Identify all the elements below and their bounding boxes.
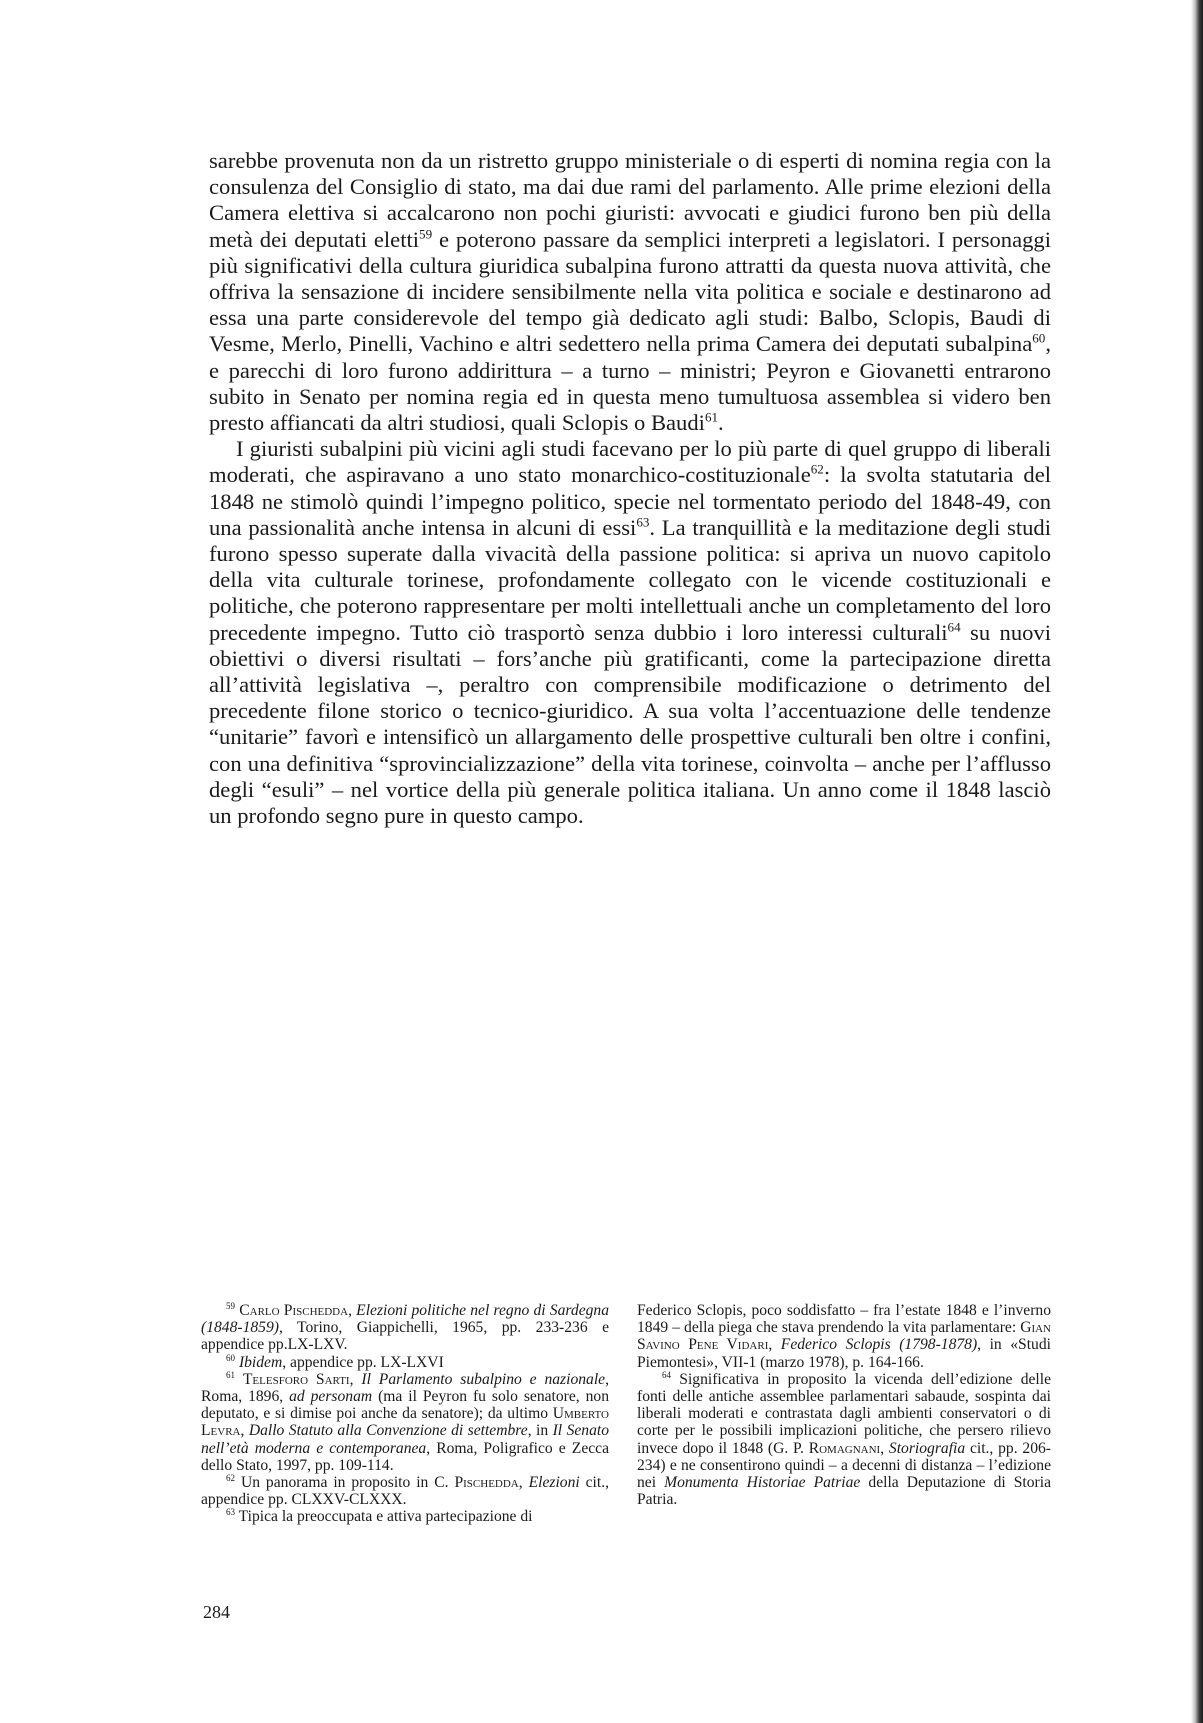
footnotes-left-column (201, 1302, 609, 1526)
text-run: (ma il Peyron fu solo senatore, non deputato, e si dimise poi anche da senatore); da ultimo (201, 1388, 610, 1423)
text-run: , in «Studi Piemontesi», VII-1 (marzo 1978), p. 164-166. (637, 1336, 1051, 1371)
text-run: su nuovi obiettivi o diversi risultati – fors’anche più gratificanti, come la partecipazione diretta all’attività legislativa –, peraltro con comprensibile modificazione o detrimento del precedente filone storico o tecnico-giuridico. A sua volta l’accentuazione delle tendenze “unitarie” favorì e intensificò un allargamento delle prospettive culturali ben oltre i confini, con una definitiva “sprovincializzazione” della vita torinese, coinvolta – anche per l’afflusso degli “esuli” – nel vortice della più generale politica italiana. Un anno come il 1848 lasciò un profondo segno pure in questo campo. (209, 619, 1051, 829)
text-run: Significativa in proposito la vicenda dell’edizione delle fonti delle antiche assemblee parlamentari sabaude, sospinta dai liberali moderati e contrastata dagli ambienti conservatori o di corte per le possibili implicazioni politiche, che persero rilievo invece dopo il 1848 (G. P. (637, 1370, 1051, 1457)
footnote-60 (201, 1354, 609, 1371)
footnote-59 (201, 1302, 609, 1354)
footnote-63-continued (637, 1302, 1051, 1371)
text-run (235, 1371, 243, 1388)
text-run: . La tranquillità e la meditazione degli studi furono spesso superate dalla vivacità della passione politica: si apriva un nuovo capitolo della vita culturale torinese, profondamente collegato con le vicende costituzionali e politiche, che poterono rappresentare per molti intellettuali anche un completamento del loro precedente impegno. Tutto ciò trasportò senza dubbio i loro interessi culturali (209, 514, 1052, 645)
text-run: , (518, 1474, 529, 1492)
text-run: e poterono passare da semplici interpreti a legislatori. I personaggi più significativi della cultura giuridica subalpina furono attratti da questa nuova attività, che offriva la sensazione di incidere sensibilmente nella vita politica e sociale e destinarono ad essa una parte considerevole del tempo già dedicato agli studi: Balbo, Sclopis, Baudi di Vesme, Merlo, Pinelli, Vachino e altri sedettero nella prima Camera dei deputati subalpina (209, 226, 1051, 357)
footnote-ref: 64 (947, 619, 961, 635)
text-run: , (240, 1422, 249, 1440)
text-run: Federico Sclopis, poco soddisfatto – fra l’estate 1848 e l’inverno 1849 – della piega che stava prendendo la vita parlamentare: (637, 1302, 1051, 1337)
footnote-ref: 64 (662, 1369, 672, 1380)
author-name: Telesforo Sarti (242, 1370, 350, 1388)
footnote-ref: 63 (636, 514, 650, 530)
text-run: , (348, 1302, 357, 1319)
italic-text: Dallo Statuto alla Convenzione di settembre (248, 1422, 528, 1440)
page-number: 284 (203, 1602, 230, 1622)
footnote-ref: 62 (810, 461, 824, 477)
footnotes-right-column (637, 1302, 1051, 1508)
italic-text: Monumenta Historiae Patriae (664, 1474, 861, 1492)
text-run: cit., appendice pp. CLXXV-CLXXX. (201, 1474, 610, 1509)
footnote-ref: 59 (419, 226, 433, 242)
footnote-ref: 59 (226, 1300, 236, 1311)
italic-text: ad personam (289, 1388, 373, 1406)
italic-text: Federico Sclopis (1798-1878) (780, 1336, 978, 1354)
text-run: I giuristi subalpini più vicini agli studi facevano per lo più parte di quel gruppo di liberali moderati, che aspiravano a uno stato monarchico-costituzionale (209, 436, 1051, 488)
author-name: Gian Savino Pene Vidari (637, 1319, 1051, 1354)
italic-text: Storiografia (888, 1439, 966, 1457)
author-name: Umberto Levra (201, 1405, 609, 1440)
italic-text: Il Senato nell’età moderna e contemporanea (201, 1422, 610, 1457)
text-run: . (718, 410, 724, 436)
footnote-ref: 63 (226, 1507, 236, 1518)
text-run: : la svolta statutaria del 1848 ne stimolò quindi l’impegno politico, specie nel tormentato periodo del 1848-49, con una passionalità anche intensa in alcuni di essi (209, 462, 1051, 540)
text-run: , (349, 1370, 362, 1388)
text-run: , appendice pp. LX-LXVI (282, 1353, 444, 1371)
text-run: Tipica la preoccupata e attiva partecipazione di (235, 1508, 533, 1526)
italic-text: Elezioni politiche nel regno di Sardegna (1848-1859) (201, 1302, 610, 1337)
text-run: , Roma, 1896, (201, 1370, 610, 1406)
italic-text: Il Parlamento subalpino e nazionale (361, 1370, 606, 1388)
text-run: , (768, 1336, 781, 1354)
author-name: Romagnani (808, 1439, 881, 1457)
footnote-ref: 60 (1032, 330, 1046, 346)
italic-text: Elezioni (528, 1474, 580, 1492)
author-name: Carlo Pischedda (239, 1302, 349, 1319)
paragraph (209, 436, 1051, 829)
footnote-62 (201, 1474, 609, 1508)
footnote-ref: 61 (226, 1369, 236, 1380)
text-run: , in (527, 1422, 553, 1440)
footnote-ref: 61 (704, 409, 719, 425)
text-run: , Torino, Giappichelli, 1965, pp. 233-236 e appendice pp.LX-LXV. (201, 1319, 609, 1354)
footnote-ref: 62 (226, 1472, 236, 1483)
text-run: , Roma, Poligrafico e Zecca dello Stato, 1997, pp. 109-114. (201, 1439, 610, 1474)
text-run: sarebbe provenuta non da un ristretto gruppo ministeriale o di esperti di nomina regia con la consulenza del Consiglio di stato, ma dai due rami del parlamento. Alle prime elezioni della Camera elettiva si accalcarono non pochi giuristi: avvocati e giudici furono ben più della metà dei deputati eletti (209, 148, 1051, 252)
text-run: , e parecchi di loro furono addirittura – a turno – ministri; Peyron e Giovanetti entrarono subito in Senato per nomina regia ed in questa meno tumultuosa assemblea si videro ben presto affiancati da altri studiosi, quali Sclopis o Baudi (209, 331, 1051, 436)
footnote-ref: 60 (226, 1352, 236, 1363)
text-run: cit., pp. 206-234) e ne consentirono quindi – a decenni di distanza – l’edizione nei (637, 1439, 1051, 1492)
text-run: Un panorama in proposito in C. (235, 1474, 455, 1492)
author-name: Pischedda (454, 1474, 519, 1492)
page-edge-shadow (1191, 0, 1203, 1723)
footnote-63 (201, 1508, 609, 1525)
text-run: , (880, 1439, 889, 1457)
footnote-61 (201, 1371, 609, 1474)
body-text (209, 148, 1051, 829)
paragraph (209, 148, 1051, 436)
text-run: della Deputazione di Storia Patria. (637, 1474, 1051, 1509)
footnote-64 (637, 1371, 1051, 1509)
italic-text: Ibidem (238, 1353, 283, 1371)
